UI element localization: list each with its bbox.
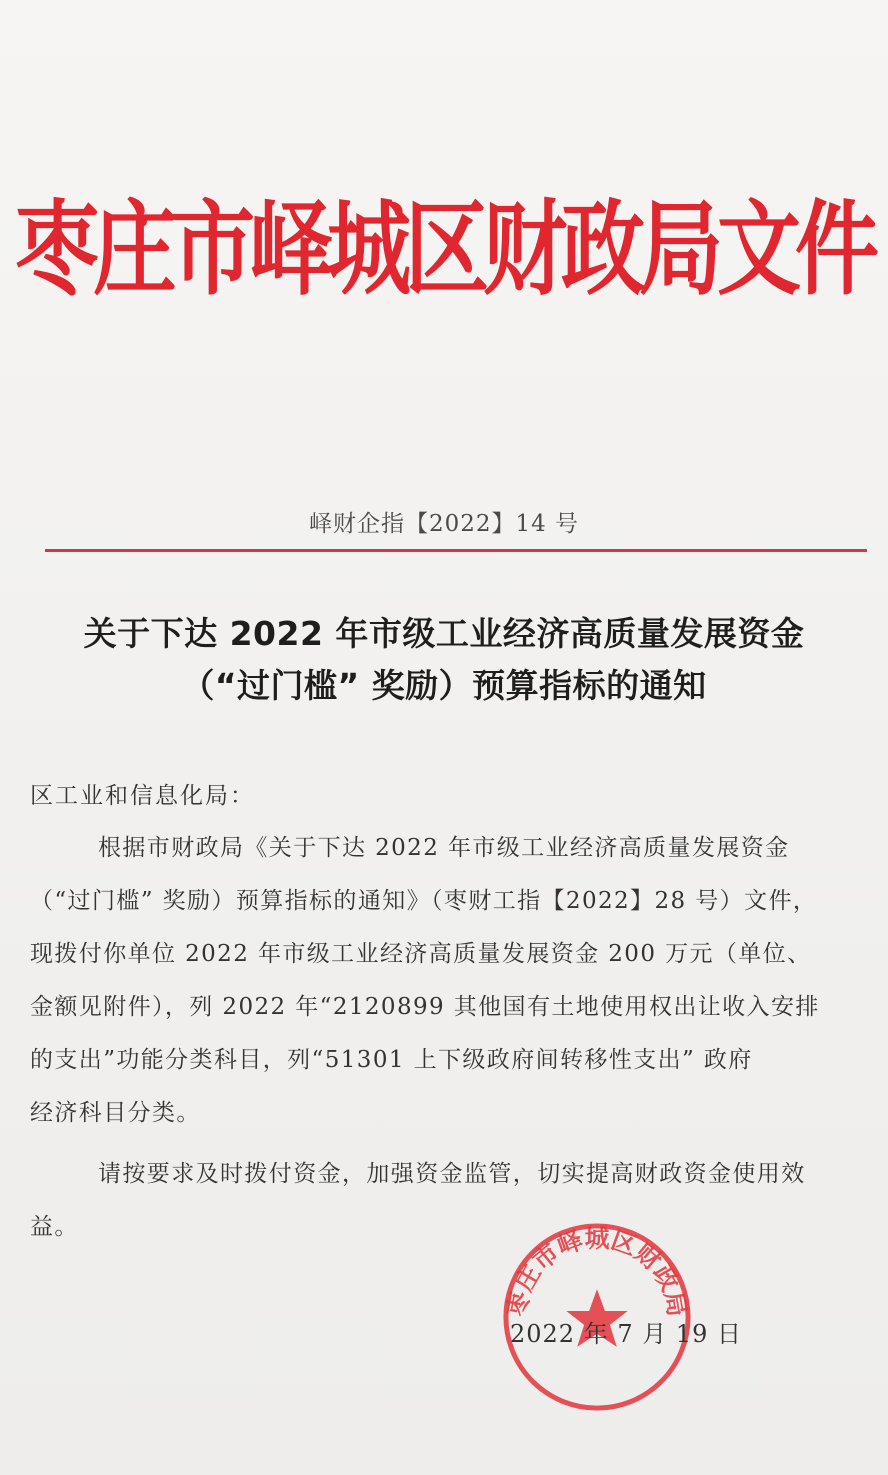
issue-date: 2022 年 7 月 19 日	[510, 1320, 743, 1348]
addressee: 区工业和信息化局：	[30, 783, 255, 809]
body-paragraph-line: 现拨付你单位 2022 年市级工业经济高质量发展资金 200 万元（单位、	[30, 941, 812, 967]
seal-text: 枣庄市峄城区财政局	[502, 1223, 692, 1319]
notice-title-line-1: 关于下达 2022 年市级工业经济高质量发展资金	[83, 614, 805, 653]
body-paragraph-line: 根据市财政局《关于下达 2022 年市级工业经济高质量发展资金	[98, 835, 790, 861]
body-paragraph-line: 益。	[30, 1214, 79, 1240]
document-number: 峄财企指【2022】14 号	[308, 511, 580, 537]
body-paragraph-line: 经济科目分类。	[30, 1100, 201, 1126]
body-paragraph-line: 金额见附件），列 2022 年“2120899 其他国有土地使用权出让收入安排	[30, 994, 820, 1020]
body-paragraph-line: （“过门槛” 奖励）预算指标的通知》（枣财工指【2022】28 号）文件，	[30, 888, 818, 914]
red-divider-rule	[45, 549, 867, 552]
body-paragraph-line: 请按要求及时拨付资金，加强资金监管，切实提高财政资金使用效	[98, 1161, 806, 1187]
org-header-title: 枣庄市峄城区财政局文件	[14, 188, 873, 309]
notice-title-line-2: （“过门槛” 奖励）预算指标的通知	[181, 666, 707, 705]
body-paragraph-line: 的支出”功能分类科目，列“51301 上下级政府间转移性支出” 政府	[30, 1047, 753, 1073]
